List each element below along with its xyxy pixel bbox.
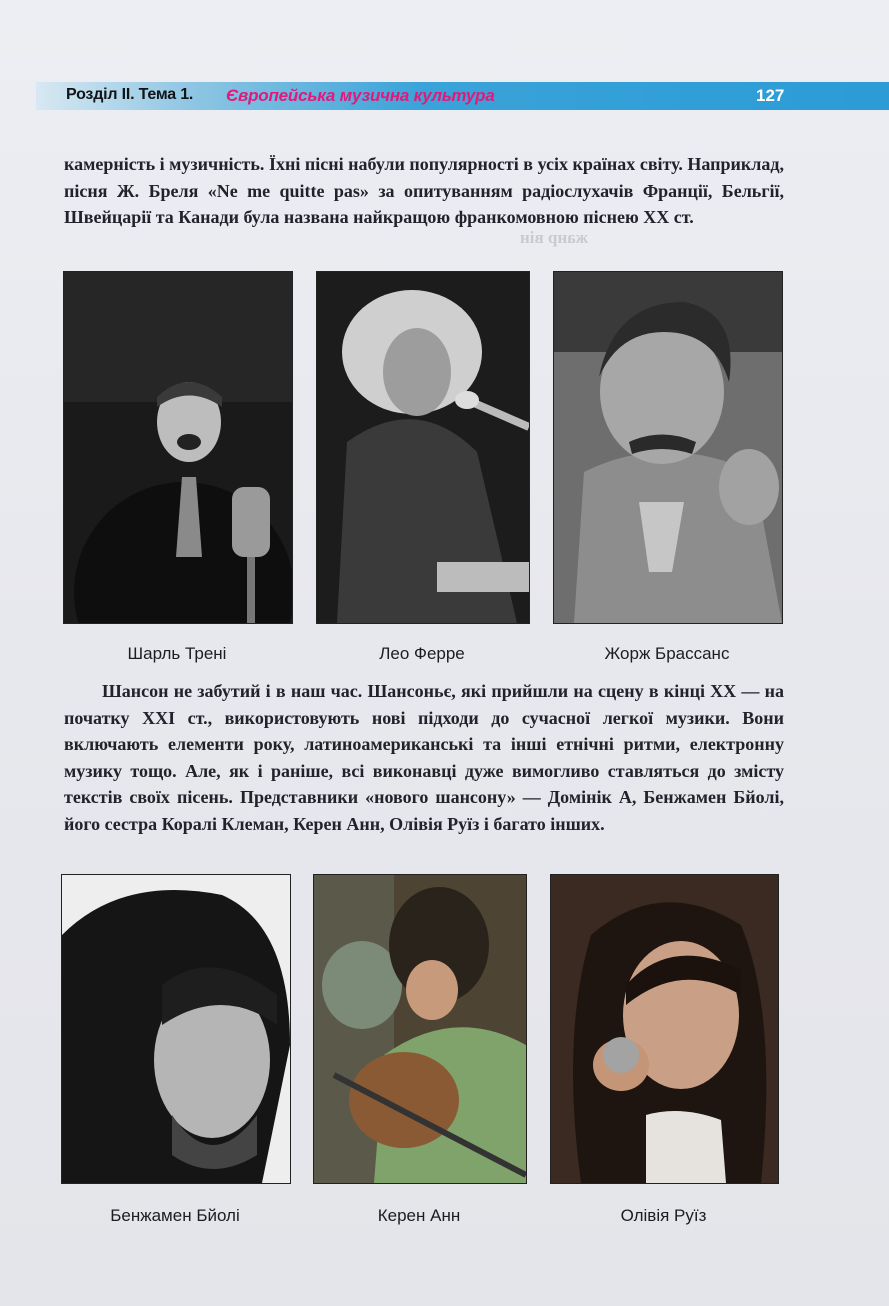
caption-keren-ann: Керен Анн — [377, 1206, 461, 1225]
photo-georges-brassens — [553, 271, 783, 624]
paragraph-new-chanson: Шансон не забутий і в наш час. Шансоньє, які прийшли на сцену в кінці XX — на початку XXI ст., використовують нові підходи до сучасної легкої музики. Вони включають елементи року, латиноамериканські та інші етнічні ритми, електронну музику тощо. Але, як і раніше, всі виконавці дуже вимогливо ставляться до змісту текстів своїх пісень. Представники «нового шансону» — Домінік А, Бенжамен Бйолі, його сестра Коралі Клеман, Керен Анн, Олівія Руїз і багато інших. — [64, 681, 784, 834]
page-number: 127 — [756, 86, 785, 105]
paragraph-intro: камерність і музичність. Їхні пісні набули популярності в усіх країнах світу. Наприклад, пісня Ж. Бреля «Ne me quitte pas» за опитуванням радіослухачів Франції, Бельгії, Швейцарії та Канади була названа найкращою франкомовною піснею XX ст. — [64, 154, 784, 227]
caption-georges-brassens: Жорж Брассанс — [604, 644, 730, 663]
caption-olivia-ruiz: Олівія Руїз — [620, 1206, 707, 1225]
photo-keren-ann — [313, 874, 527, 1184]
photo-leo-ferre — [316, 271, 530, 624]
header-section: Розділ ІІ. Тема 1. — [66, 86, 194, 103]
page-header-bar — [36, 82, 889, 110]
caption-leo-ferre: Лео Ферре — [379, 644, 465, 663]
header-title: Європейська музична культура — [226, 86, 495, 105]
photo-benjamin-biolay — [61, 874, 291, 1184]
show-through-text: жанр він — [520, 228, 589, 247]
caption-charles-trenet: Шарль Трені — [127, 644, 227, 663]
caption-benjamin-biolay: Бенжамен Бйолі — [110, 1206, 240, 1225]
photo-olivia-ruiz — [550, 874, 779, 1184]
photo-charles-trenet — [63, 271, 293, 624]
